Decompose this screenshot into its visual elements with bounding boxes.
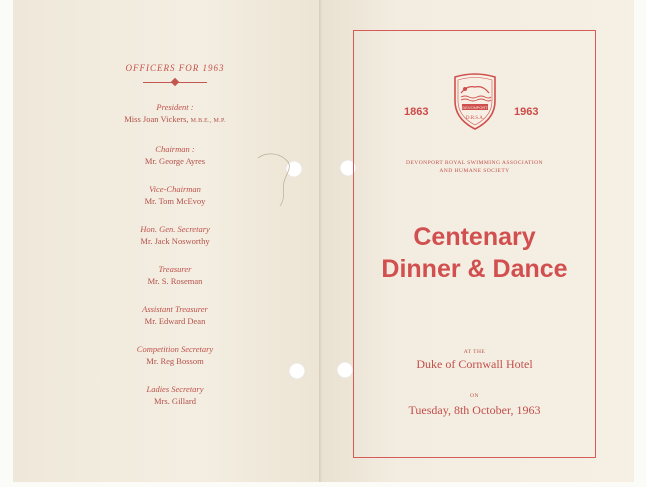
officer-name: Mr. George Ayres <box>144 156 206 166</box>
officer-name: Mr. S. Roseman <box>147 276 203 286</box>
officer-vice-chairman <box>60 184 290 207</box>
officer-name: Mrs. Gillard <box>153 396 197 406</box>
officer-name: Mr. Jack Nosworthy <box>140 236 210 246</box>
officer-name: Mr. Reg Bossom <box>146 356 204 366</box>
crest-initials: D.R.S.A. <box>465 116 485 121</box>
officer-chairman <box>60 144 290 167</box>
officer-competition-secretary <box>60 344 290 367</box>
founding-year: 1863 <box>404 106 429 118</box>
officer-president <box>60 102 290 127</box>
heading-ornament <box>143 79 207 85</box>
venue-name: Duke of Cornwall Hotel <box>416 357 533 371</box>
officer-role: Vice-Chairman <box>149 184 201 194</box>
officers-list <box>60 63 290 407</box>
officer-ladies-secretary <box>60 384 290 407</box>
swimmer-crest-icon <box>449 71 501 131</box>
officer-honours: M.B.E., M.P. <box>190 118 226 124</box>
centre-fold <box>319 0 322 482</box>
officer-name: Miss Joan Vickers, <box>124 114 189 124</box>
on-label: ON <box>470 393 479 399</box>
crest-motto: DEVONPORT <box>462 104 488 110</box>
officer-assistant-treasurer <box>60 304 290 327</box>
event-title <box>354 221 595 285</box>
title-line-2: Dinner & Dance <box>381 255 568 283</box>
officer-role: Competition Secretary <box>136 344 214 354</box>
officer-role: Treasurer <box>158 264 192 274</box>
officer-role: Chairman : <box>155 144 195 154</box>
officer-role: Hon. Gen. Secretary <box>140 224 210 234</box>
officer-role: Assistant Treasurer <box>142 304 208 314</box>
officer-role: Ladies Secretary <box>146 384 204 394</box>
officer-role: President : <box>156 102 194 112</box>
at-label: AT THE <box>463 349 486 355</box>
title-line-1: Centenary <box>413 223 536 251</box>
centenary-year: 1963 <box>514 106 539 118</box>
punch-hole-right-bottom <box>337 362 353 378</box>
officer-treasurer <box>60 264 290 287</box>
officers-heading: OFFICERS FOR 1963 <box>125 63 225 73</box>
officer-name: Mr. Tom McEvoy <box>144 196 206 206</box>
officer-name: Mr. Edward Dean <box>144 316 206 326</box>
association-name: DEVONPORT ROYAL SWIMMING ASSOCIATION AND HUMANE SOCIETY <box>406 160 543 174</box>
punch-hole-left-bottom <box>289 363 305 379</box>
cover-border-frame <box>353 30 596 458</box>
officer-secretary <box>60 224 290 247</box>
event-date: Tuesday, 8th October, 1963 <box>408 403 541 417</box>
